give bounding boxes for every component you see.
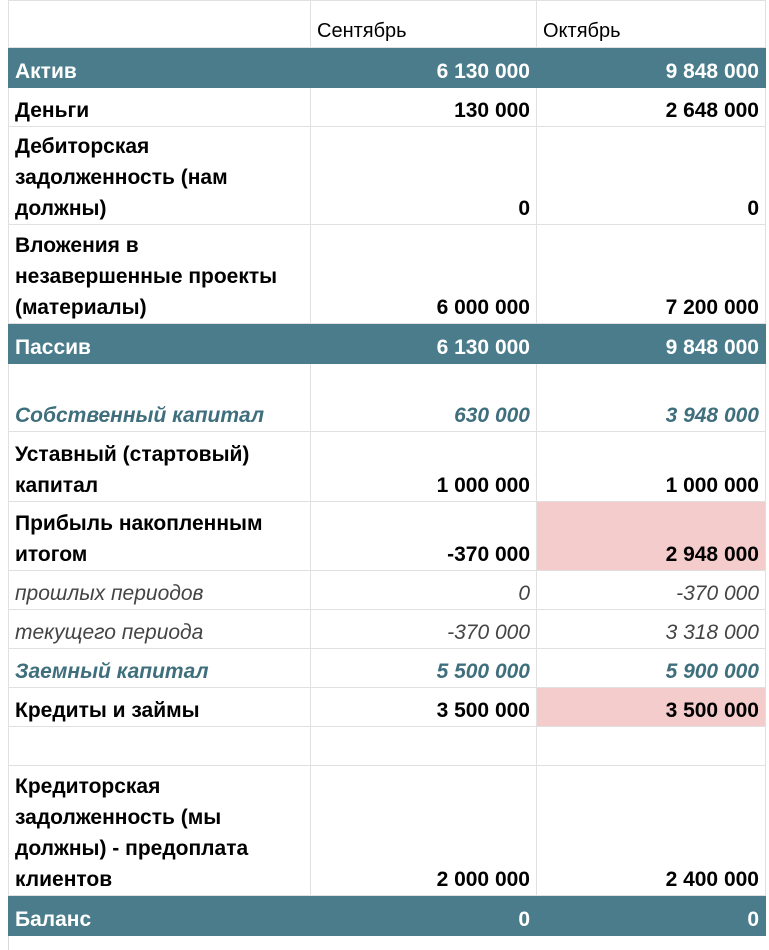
table-row-debitorskaya <box>9 127 766 225</box>
cell-label[interactable]: текущего периода <box>9 610 311 649</box>
cell-sep[interactable]: 6 000 000 <box>311 225 537 324</box>
header-cell-october[interactable]: Октябрь <box>537 1 766 48</box>
cell-label[interactable]: прошлых периодов <box>9 571 311 610</box>
balance-table <box>8 0 766 936</box>
cell-oct[interactable]: 9 848 000 <box>537 48 766 88</box>
header-cell-label[interactable] <box>9 1 311 48</box>
cell-sep[interactable]: 0 <box>311 571 537 610</box>
cell-oct[interactable]: 7 200 000 <box>537 225 766 324</box>
cell-label[interactable]: Кредиты и займы <box>9 688 311 727</box>
cell-oct[interactable] <box>537 727 766 766</box>
table-row-pribyl <box>9 502 766 571</box>
cell-sep[interactable]: 130 000 <box>311 88 537 127</box>
table-row-ustavny <box>9 432 766 502</box>
cell-label[interactable]: Собственный капитал <box>9 364 311 432</box>
table-row-zaemny <box>9 649 766 688</box>
header-row <box>9 1 766 48</box>
cell-oct[interactable]: 5 900 000 <box>537 649 766 688</box>
cell-sep[interactable]: 2 000 000 <box>311 766 537 896</box>
cell-sep[interactable] <box>311 727 537 766</box>
cell-oct[interactable]: 2 648 000 <box>537 88 766 127</box>
table-row-passiv <box>9 324 766 364</box>
table-row-tekushchego <box>9 610 766 649</box>
cell-sep[interactable]: 5 500 000 <box>311 649 537 688</box>
table-row-dengi <box>9 88 766 127</box>
table-row-kredity <box>9 688 766 727</box>
cell-sep[interactable]: 1 000 000 <box>311 432 537 502</box>
cell-label[interactable]: Заемный капитал <box>9 649 311 688</box>
table-row-vlozheniya <box>9 225 766 324</box>
cell-oct[interactable]: 0 <box>537 127 766 225</box>
cell-sep[interactable]: 0 <box>311 896 537 936</box>
cell-oct-highlighted[interactable]: 2 948 000 <box>537 502 766 571</box>
header-cell-september[interactable]: Сентябрь <box>311 1 537 48</box>
cell-oct[interactable]: 0 <box>537 896 766 936</box>
cell-label[interactable]: Прибыль накопленным итогом <box>9 502 311 571</box>
cell-oct[interactable]: 3 948 000 <box>537 364 766 432</box>
table-row-proshlyh <box>9 571 766 610</box>
table-row-sobstvenny <box>9 364 766 432</box>
cell-sep[interactable]: -370 000 <box>311 610 537 649</box>
table-row-aktiv <box>9 48 766 88</box>
cell-label[interactable] <box>9 727 311 766</box>
cell-oct[interactable]: 1 000 000 <box>537 432 766 502</box>
cell-sep[interactable]: 6 130 000 <box>311 48 537 88</box>
cell-oct[interactable]: 3 318 000 <box>537 610 766 649</box>
cell-sep[interactable]: -370 000 <box>311 502 537 571</box>
cell-sep[interactable]: 3 500 000 <box>311 688 537 727</box>
cell-sep[interactable]: 0 <box>311 127 537 225</box>
cell-sep[interactable]: 630 000 <box>311 364 537 432</box>
cell-label[interactable]: Кредиторская задолженность (мы должны) - предоплата клиентов <box>9 766 311 896</box>
cell-label[interactable]: Актив <box>9 48 311 88</box>
cell-oct[interactable]: 9 848 000 <box>537 324 766 364</box>
cell-label[interactable]: Вложения в незавершенные проекты (материалы) <box>9 225 311 324</box>
cell-oct[interactable]: 2 400 000 <box>537 766 766 896</box>
table-row-balans <box>9 896 766 936</box>
cell-oct[interactable]: -370 000 <box>537 571 766 610</box>
table-row-empty <box>9 727 766 766</box>
cell-label[interactable]: Уставный (стартовый) капитал <box>9 432 311 502</box>
cell-sep[interactable]: 6 130 000 <box>311 324 537 364</box>
cell-oct-highlighted[interactable]: 3 500 000 <box>537 688 766 727</box>
table-row-kreditorskaya <box>9 766 766 896</box>
cell-label[interactable]: Пассив <box>9 324 311 364</box>
cell-label[interactable]: Деньги <box>9 88 311 127</box>
cell-label[interactable]: Дебиторская задолженность (нам должны) <box>9 127 311 225</box>
cell-label[interactable]: Баланс <box>9 896 311 936</box>
